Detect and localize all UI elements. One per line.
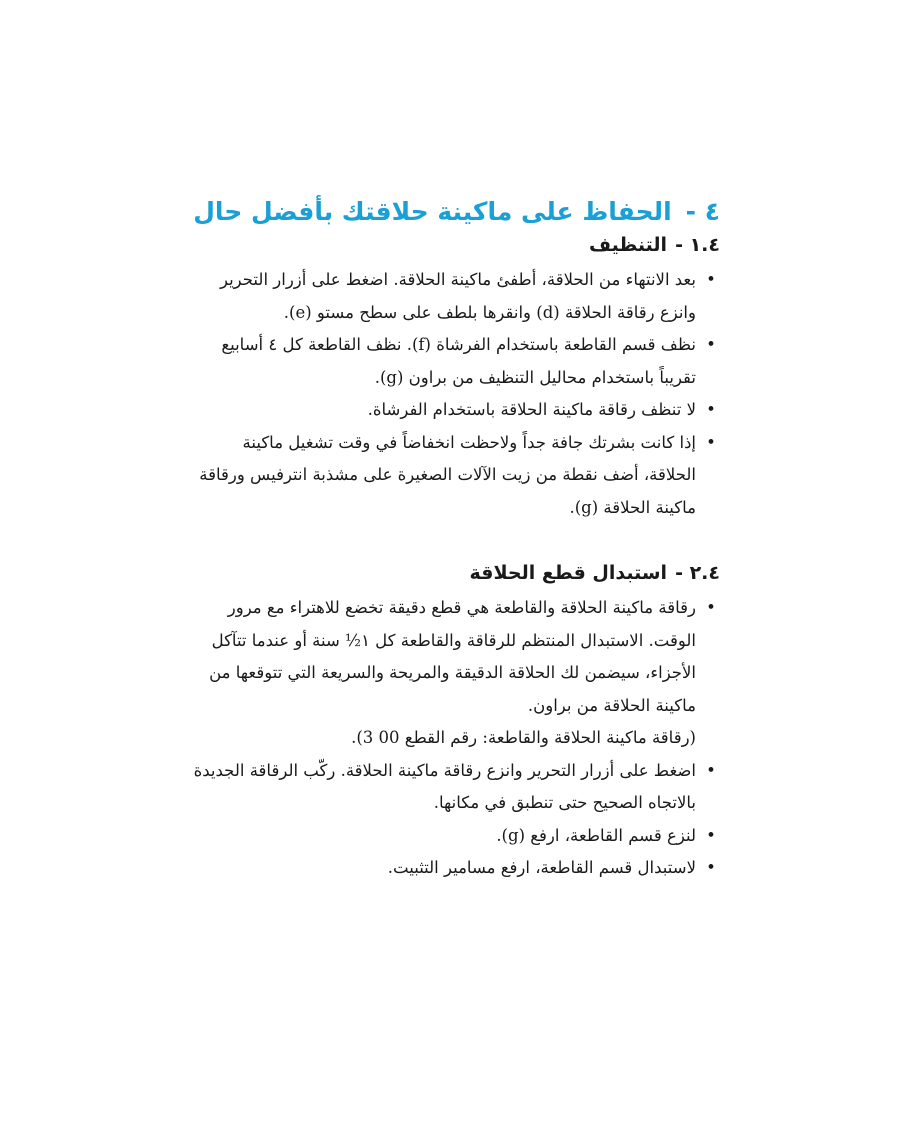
section-number: ١.٤ - (675, 234, 720, 256)
bullet-icon: • (706, 825, 716, 845)
list-item: • اضغط على أزرار التحرير وانزع رقاقة ماكينة الحلاقة. ركّب الرقاقة الجديدة بالاتجاه الصحيح حتى تنطبق في مكانها. (190, 755, 720, 820)
bullet-icon: • (706, 858, 716, 877)
bullet-icon: • (706, 432, 716, 452)
list-item: • نظف قسم القاطعة باستخدام الفرشاة (f). نظف القاطعة كل ٤ أسابيع تقريباً باستخدام محاليل التنظيف من براون (g). (190, 329, 720, 394)
list-item: • لاستبدال قسم القاطعة، ارفع مسامير التثبيت. (190, 852, 720, 885)
list-item: • رقاقة ماكينة الحلاقة والقاطعة هي قطع دقيقة تخضع للاهتراء مع مرور الوقت. الاستبدال المنتظم للرقاقة والقاطعة كل ١½ سنة أو عندما تتآكل الأجزاء، سيضمن لك الحلاقة الدقيقة والمريحة والسريعة التي تتوقعها من ماكينة الحلاقة من براون. (190, 592, 720, 722)
section-heading-replacing-parts (469, 559, 720, 587)
bullet-icon: • (706, 760, 716, 780)
section-title: التنظيف (589, 234, 668, 256)
section-title: استبدال قطع الحلاقة (469, 562, 668, 584)
bullet-icon: • (706, 270, 716, 289)
list-item: • بعد الانتهاء من الحلاقة، أطفئ ماكينة الحلاقة. اضغط على أزرار التحرير وانزع رقاقة الحلاقة (d) وانقرها بلطف على سطح مستو (e). (190, 264, 720, 329)
list-item-note: (رقاقة ماكينة الحلاقة والقاطعة: رقم القطع 00 3). (351, 728, 696, 747)
main-heading-number: ٤ - (685, 197, 720, 226)
main-heading (160, 194, 720, 230)
cleaning-list (190, 264, 720, 524)
bullet-icon: • (706, 598, 716, 617)
section-number: ٢.٤ - (675, 562, 720, 584)
replacing-parts-list (190, 592, 720, 885)
main-heading-title: الحفاظ على ماكينة حلاقتك بأفضل حال (193, 197, 672, 226)
list-item: • لا تنظف رقاقة ماكينة الحلاقة باستخدام الفرشاة. (190, 394, 720, 427)
section-heading-cleaning (589, 231, 720, 259)
bullet-icon: • (706, 335, 716, 354)
list-item: • إذا كانت بشرتك جافة جداً ولاحظت انخفاضاً في وقت تشغيل ماكينة الحلاقة، أضف نقطة من زيت الآلات الصغيرة على مشذبة انترفيس ورقاقة ماكينة الحلاقة (g). (190, 427, 720, 525)
list-item: • لنزع قسم القاطعة، ارفع (g). (190, 820, 720, 853)
bullet-icon: • (706, 400, 716, 419)
